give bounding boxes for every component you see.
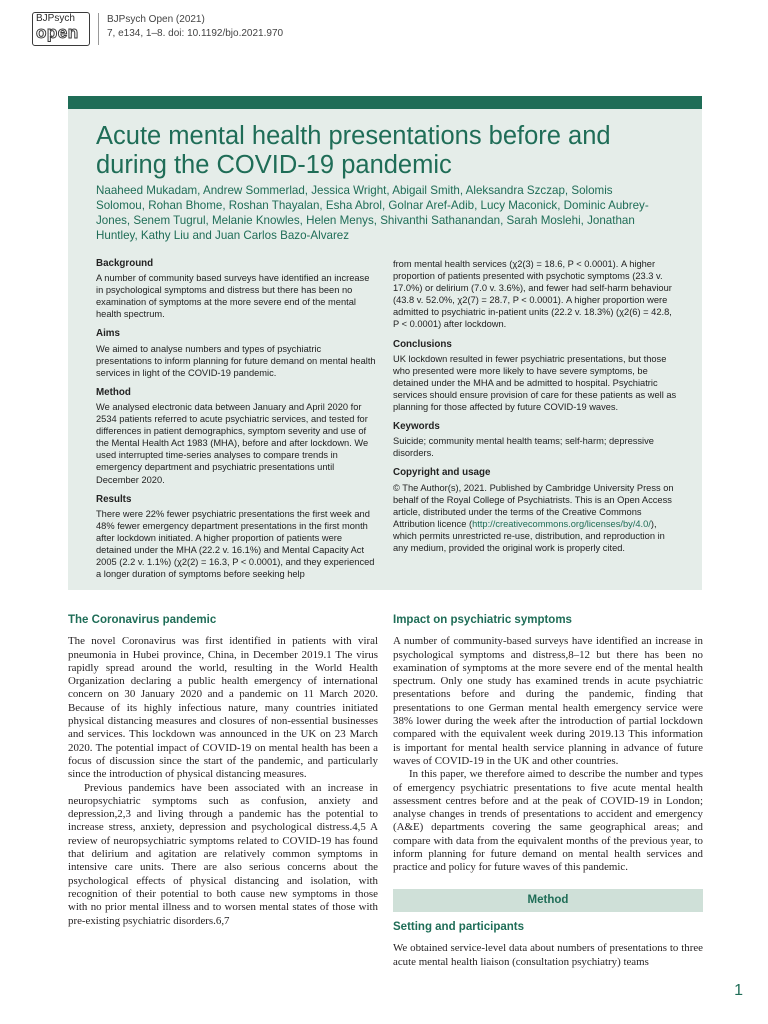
copyright-text-end: ), which permits unrestricted re-use, distribution, and reproduction in any medium, provided the original work is properly cited. bbox=[393, 518, 665, 553]
impact-paragraph-1: A number of community-based surveys have identified an increase in psychological symptoms and distress,8–12 but there has been no examination of symptoms at the more severe end of the mental health spectrum. Only one study has examined trends in acute psychiatric presentations before and during the pandemic, finding that presentations to one German mental health emergency service were 38% lower during the week after the introduction of partial lockdown compared with the equivalent week during 2019.13 This information is important for mental health service planning in advance of future waves of COVID-19 in the UK and other countries. bbox=[393, 635, 703, 767]
journal-name: BJPsych Open (2021) bbox=[107, 14, 205, 25]
copyright-text bbox=[393, 482, 678, 555]
method-section-bar: Method bbox=[393, 889, 703, 912]
logo-top-text: BJPsych bbox=[36, 13, 75, 24]
keywords-text: Suicide; community mental health teams; self-harm; depressive disorders. bbox=[393, 436, 654, 459]
keywords-heading: Keywords bbox=[393, 421, 440, 433]
logo-bottom-text: open bbox=[36, 23, 79, 42]
journal-citation bbox=[98, 13, 283, 45]
copyright-text-start: © The Author(s), 2021. Published by Cambridge University Press on behalf of the Royal College of Psychiatrists. This is an Open Access article, distributed under the terms of the Creative Commons Attribution licence ( bbox=[393, 482, 674, 529]
background-heading: Background bbox=[96, 258, 154, 269]
results-continued-text: from mental health services (χ2(3) = 18.6, P < 0.0001). A higher proportion of patients presented with psychotic symptoms (23.3 v. 17.0%) or delirium (7.0 v. 3.6%), and fewer had self-harm behaviour (43.8 v. 52.0%, χ2(7) = 28.7, P < 0.0001). A higher proportion were admitted to psychiatric in-patient units (22.2 v. 18.3%) (χ2(6) = 42.8, P < 0.0001) after lockdown. bbox=[393, 259, 672, 330]
method-heading: Method bbox=[96, 386, 131, 398]
impact-heading: Impact on psychiatric symptoms bbox=[393, 614, 572, 626]
conclusions-text: UK lockdown resulted in fewer psychiatric presentations, but those who presented were more likely to have severe symptoms, be detained under the MHA and be admitted to hospital. Psychiatric services should ensure provision of care for these patients as well as planning for those affected by future COVID-19 waves. bbox=[393, 353, 677, 413]
setting-heading: Setting and participants bbox=[393, 920, 524, 933]
aims-text: We aimed to analyse numbers and types of psychiatric presentations to inform planning for future demand on mental health services in light of the COVID-19 pandemic. bbox=[96, 343, 376, 378]
coronavirus-paragraph-1: The novel Coronavirus was first identified in patients with viral pneumonia in Hubei province, China, in December 2019.1 The virus rapidly spread around the world, resulting in the World Health Organization declaring a public health emergency of international concern on 30 January 2020 and a pandemic on 11 March 2020. Because of its highly infectious nature, many countries initiated physical distancing measures and closures of non-essential businesses and services. This lockdown was announced in the UK on 23 March 2020. The potential impact of COVID-19 on mental health has been a focus of discussion since the start of the pandemic, and particularly since the introduction of physical distancing measures. bbox=[68, 635, 378, 781]
coronavirus-heading: The Coronavirus pandemic bbox=[68, 614, 217, 626]
background-text: A number of community based surveys have identified an increase in psychological symptoms and distress but there has been no examination of symptoms at the more severe end of the mental health spectrum. bbox=[96, 273, 370, 320]
setting-paragraph-1: We obtained service-level data about numbers of presentations to three acute mental health liaison (consultation psychiatry) teams bbox=[393, 942, 703, 968]
impact-paragraph-2: In this paper, we therefore aimed to describe the number and types of emergency psychiatric presentations to five acute mental health assessment centres before and at the peak of COVID-19 in London; analyse changes in trends of presentations to accident and emergency (A&E) departments covering the same geographical areas; and compare with data from the equivalent months of the previous year, to inform planning for future demand on mental health services and practice and policy for future waves of this pandemic. bbox=[393, 768, 703, 874]
page-number: 1 bbox=[734, 982, 743, 999]
abstract-right-column bbox=[393, 258, 678, 562]
body-right-column bbox=[393, 614, 703, 969]
journal-volume-doi: 7, e134, 1–8. doi: 10.1192/bjo.2021.970 bbox=[107, 28, 284, 39]
article-title: Acute mental health presentations before and during the COVID-19 pandemic bbox=[96, 122, 611, 179]
license-link[interactable]: http://creativecommons.org/licenses/by/4.0/ bbox=[472, 518, 651, 529]
journal-logo bbox=[32, 12, 90, 46]
conclusions-heading: Conclusions bbox=[393, 338, 452, 350]
results-heading: Results bbox=[96, 493, 132, 505]
results-text: There were 22% fewer psychiatric presentations the first week and 48% fewer emergency department presentations in the first month after lockdown initiated. A higher proportion of patients were detained under the MHA (22.2 v. 16.1%) and Mental Capacity Act 2005 (2.2 v. 1.1%) (χ2(2) = 16.3, P < 0.0001), and they experienced a longer duration of symptoms before seeking help bbox=[96, 508, 375, 580]
copyright-heading: Copyright and usage bbox=[393, 467, 491, 479]
coronavirus-paragraph-2: Previous pandemics have been associated with an increase in neuropsychiatric symptoms such as confusion, anxiety and depression,2,3 and living through a pandemic has the potential to increase stress, anxiety, depression and psychological distress.4,5 A review of neuropsychiatric symptoms related to COVID-19 has found that delirium and agitation are relatively common symptoms in intensive care units. There are also serious concerns about the psychological effects of physical distancing and isolation, with recognition of their potential to both cause new symptoms in those with no prior mental illness and to worsen mental states of those with pre-existing psychiatric disorders.6,7 bbox=[68, 781, 378, 927]
abstract-left-column bbox=[96, 258, 379, 588]
author-list: Naaheed Mukadam, Andrew Sommerlad, Jessica Wright, Abigail Smith, Aleksandra Szczap, Solomis Solomou, Rohan Bhome, Roshan Thayalan, Esha Abrol, Golnar Aref-Adib, Lucy Maconick, Dominic Aubrey-Jones, Senem Tugrul, Melanie Knowles, Helen Menys, Shivanthi Sathanandan, Sarah Moslehi, Jonathan Huntley, Kathy Liu and Juan Carlos Bazo-Alvarez bbox=[96, 184, 649, 242]
body-left-column bbox=[68, 614, 378, 928]
aims-heading: Aims bbox=[96, 328, 120, 340]
method-text: We analysed electronic data between January and April 2020 for 2534 patients referred to acute psychiatric services, and tested for differences in patient demographics, symptom severity and use of the Mental Health Act 1983 (MHA), before and after lockdown. We used interrupted time-series analyses to compare trends in emergency department and psychiatric presentations until December 2020. bbox=[96, 401, 369, 485]
